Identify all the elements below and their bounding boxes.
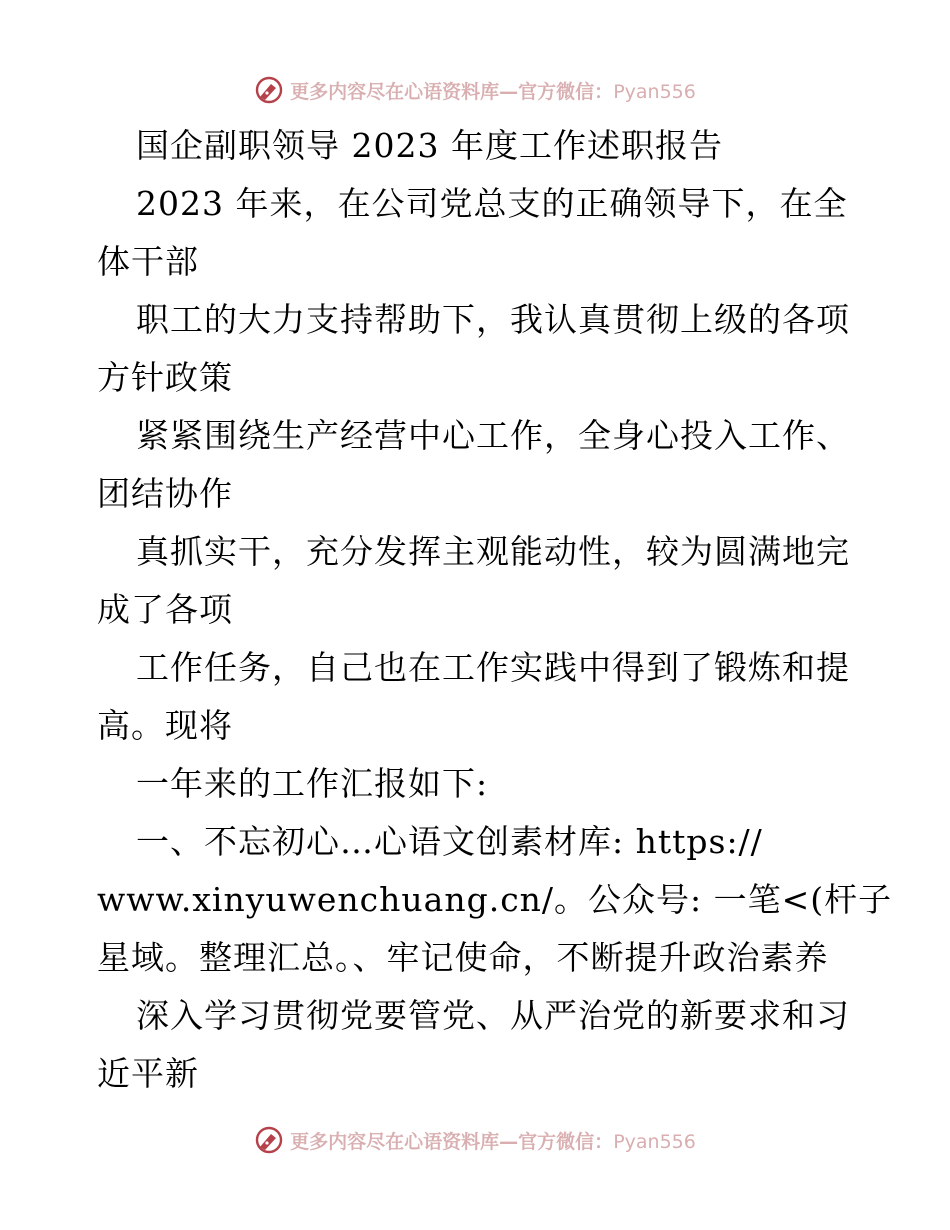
watermark-wechat-id: Pyan556 — [613, 1130, 696, 1153]
paragraph-line: 职工的大力支持帮助下，我认真贯彻上级的各项 — [136, 300, 850, 339]
paragraph-line: 成了各项 — [97, 590, 233, 629]
watermark-text — [290, 77, 696, 104]
watermark-dash: — — [499, 80, 519, 103]
watermark-wechat-id: Pyan556 — [613, 80, 696, 103]
paragraph-line: 深入学习贯彻党要管党、从严治党的新要求和习 — [136, 996, 850, 1035]
watermark-wechat-label: 官方微信： — [518, 80, 614, 103]
watermark-text — [290, 1127, 696, 1154]
footer-watermark-banner — [0, 1122, 950, 1158]
paragraph-line: 体干部 — [97, 242, 199, 281]
document-title: 国企副职领导 2023 年度工作述职报告 — [136, 126, 723, 165]
paragraph-line: www.xinyuwenchuang.cn/。公众号: 一笔<(杆子 — [97, 880, 893, 919]
paragraph-line: 团结协作 — [97, 474, 233, 513]
watermark-site-text: 更多内容尽在心语资料库 — [290, 1130, 500, 1153]
paragraph-line: 2023 年来，在公司党总支的正确领导下，在全 — [136, 184, 848, 223]
paragraph-line: 近平新 — [97, 1054, 199, 1093]
header-watermark-banner — [0, 72, 950, 108]
paragraph-line: 高。现将 — [97, 706, 233, 745]
watermark-site-text: 更多内容尽在心语资料库 — [290, 80, 500, 103]
paragraph-line: 星域。整理汇总。、牢记使命，不断提升政治素养 — [97, 938, 829, 977]
paragraph-line: 一年来的工作汇报如下: — [136, 764, 489, 803]
watermark-wechat-label: 官方微信： — [518, 1130, 614, 1153]
watermark-dash: — — [499, 1130, 519, 1153]
pen-nib-circle-icon — [254, 75, 284, 105]
paragraph-line: 方针政策 — [97, 358, 233, 397]
paragraph-line: 真抓实干，充分发挥主观能动性，较为圆满地完 — [136, 532, 850, 571]
paragraph-line: 紧紧围绕生产经营中心工作，全身心投入工作、 — [136, 416, 850, 455]
pen-nib-circle-icon — [254, 1125, 284, 1155]
paragraph-line: 工作任务，自己也在工作实践中得到了锻炼和提 — [136, 648, 850, 687]
section-heading-line: 一、不忘初心…心语文创素材库: https:// — [136, 822, 763, 861]
